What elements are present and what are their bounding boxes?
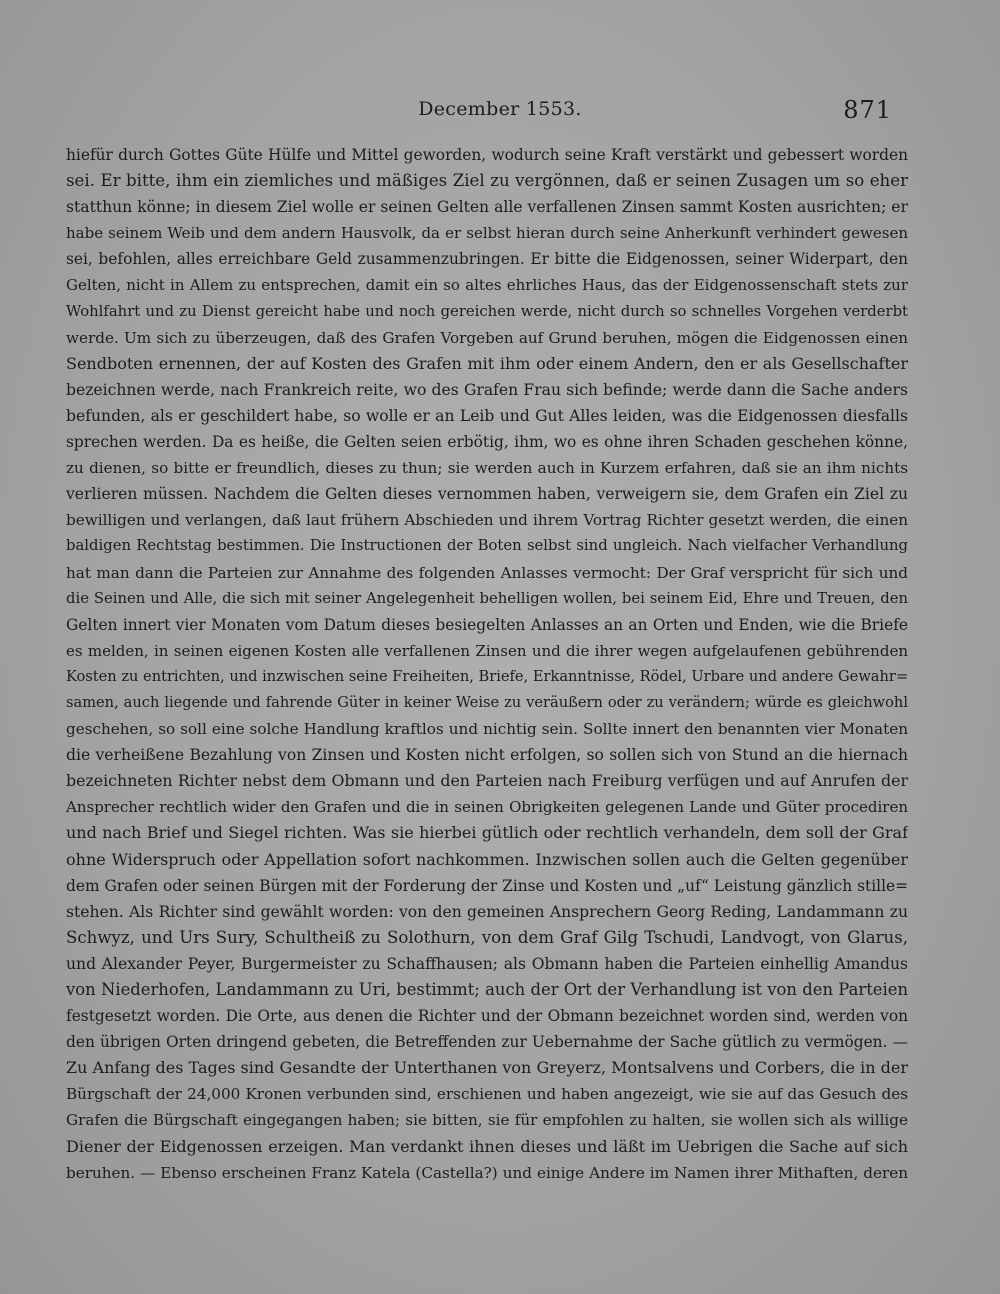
text-line: geschehen, so soll eine solche Handlung kraftlos und nichtig sein. Sollte innert den benannten vier Monaten [66,720,908,739]
text-line: sei, befohlen, alles erreichbare Geld zusammenzubringen. Er bitte die Eidgenossen, seiner Widerpart, den [66,250,908,269]
text-line: bezeichnen werde, nach Frankreich reite, wo des Grafen Frau sich befinde; werde dann die Sache anders [66,380,908,399]
text-line: den übrigen Orten dringend gebeten, die Betreffenden zur Uebernahme der Sache gütlich zu vermögen. — [66,1033,908,1052]
text-line: die verheißene Bezahlung von Zinsen und Kosten nicht erfolgen, so sollen sich von Stund an die hiernach [66,746,908,765]
text-line: Ansprecher rechtlich wider den Grafen und die in seinen Obrigkeiten gelegenen Lande und Güter procediren [66,798,908,817]
text-line: zu dienen, so bitte er freundlich, dieses zu thun; sie werden auch in Kurzem erfahren, daß sie an ihm nichts [66,459,908,478]
text-line: Schwyz, und Urs Sury, Schultheiß zu Solothurn, von dem Graf Gilg Tschudi, Landvogt, von Glarus, [66,927,908,947]
page-number: 871 [843,96,892,124]
text-line: werde. Um sich zu überzeugen, daß des Grafen Vorgeben auf Grund beruhen, mögen die Eidgenossen einen [66,328,908,347]
text-line: und Alexander Peyer, Burgermeister zu Schaffhausen; als Obmann haben die Parteien einhellig Amandus [66,954,908,973]
text-line: Wohlfahrt und zu Dienst gereicht habe und noch gereichen werde, nicht durch so schnelles Vorgehen verderbt [66,302,908,320]
text-line: dem Grafen oder seinen Bürgen mit der Forderung der Zinse und Kosten und „uf“ Leistung gänzlich stille= [66,876,908,895]
text-line: habe seinem Weib und dem andern Hausvolk, da er selbst hieran durch seine Anherkunft verhindert gewesen [66,224,908,243]
text-line: Diener der Eidgenossen erzeigen. Man verdankt ihnen dieses und läßt im Uebrigen die Sache auf sich [66,1136,908,1156]
text-line: Kosten zu entrichten, und inzwischen seine Freiheiten, Briefe, Erkanntnisse, Rödel, Urbare und andere Gewahr= [66,667,908,685]
text-line: hiefür durch Gottes Güte Hülfe und Mittel geworden, wodurch seine Kraft verstärkt und gebessert worden [66,146,908,164]
text-line: hat man dann die Parteien zur Annahme des folgenden Anlasses vermocht: Der Graf verspricht für sich und [66,563,908,582]
text-line: und nach Brief und Siegel richten. Was sie hierbei gütlich oder rechtlich verhandeln, dem soll der Graf [66,823,908,843]
text-line: Bürgschaft der 24,000 Kronen verbunden sind, erschienen und haben angezeigt, wie sie auf das Gesuch des [66,1085,908,1104]
running-title: December 1553. [418,98,582,120]
text-line: die Seinen und Alle, die sich mit seiner Angelegenheit behelligen wollen, bei seinem Eid, Ehre und Treuen, den [66,589,908,607]
page-header [0,98,1000,134]
text-line: Gelten, nicht in Allem zu entsprechen, damit ein so altes ehrliches Haus, das der Eidgenossenschaft stets zur [66,276,908,295]
text-line: befunden, als er geschildert habe, so wolle er an Leib und Gut Alles leiden, was die Eidgenossen diesfalls [66,406,908,425]
text-line: verlieren müssen. Nachdem die Gelten dieses vernommen haben, verweigern sie, dem Grafen ein Ziel zu [66,485,908,504]
text-line: von Niederhofen, Landammann zu Uri, bestimmt; auch der Ort der Verhandlung ist von den Parteien [66,980,908,999]
text-line: Sendboten ernennen, der auf Kosten des Grafen mit ihm oder einem Andern, den er als Gesellschafter [66,353,908,373]
text-line: festgesetzt worden. Die Orte, aus denen die Richter und der Obmann bezeichnet worden sind, werden von [66,1007,908,1026]
text-line: bewilligen und verlangen, daß laut frühern Abschieden und ihrem Vortrag Richter gesetzt werden, die einen [66,511,908,530]
text-line: sei. Er bitte, ihm ein ziemliches und mäßiges Ziel zu vergönnen, daß er seinen Zusagen um so eher [66,171,908,191]
text-line: statthun könne; in diesem Ziel wolle er seinen Gelten alle verfallenen Zinsen sammt Kosten ausrichten; er [66,198,908,217]
text-line: stehen. Als Richter sind gewählt worden: von den gemeinen Ansprechern Georg Reding, Landammann zu [66,902,908,921]
body-text [66,142,908,1186]
text-line: Zu Anfang des Tages sind Gesandte der Unterthanen von Greyerz, Montsalvens und Corbers, die in der [66,1058,908,1078]
text-line: samen, auch liegende und fahrende Güter in keiner Weise zu veräußern oder zu verändern; würde es gleichwohl [66,693,908,711]
text-line: ohne Widerspruch oder Appellation sofort nachkommen. Inzwischen sollen auch die Gelten gegenüber [66,849,908,869]
text-line: es melden, in seinen eigenen Kosten alle verfallenen Zinsen und die ihrer wegen aufgelaufenen gebührenden [66,641,908,660]
text-line: Gelten innert vier Monaten vom Datum dieses besiegelten Anlasses an an Orten und Enden, wie die Briefe [66,615,908,634]
text-line: beruhen. — Ebenso erscheinen Franz Katela (Castella?) und einige Andere im Namen ihrer Mithaften, deren [66,1163,908,1182]
text-line: bezeichneten Richter nebst dem Obmann und den Parteien nach Freiburg verfügen und auf Anrufen der [66,771,908,791]
text-line: Grafen die Bürgschaft eingegangen haben; sie bitten, sie für empfohlen zu halten, sie wollen sich als willige [66,1111,908,1130]
text-line: sprechen werden. Da es heiße, die Gelten seien erbötig, ihm, wo es ohne ihren Schaden geschehen könne, [66,433,908,452]
text-line: baldigen Rechtstag bestimmen. Die Instructionen der Boten selbst sind ungleich. Nach vielfacher Verhandlung [66,537,908,555]
